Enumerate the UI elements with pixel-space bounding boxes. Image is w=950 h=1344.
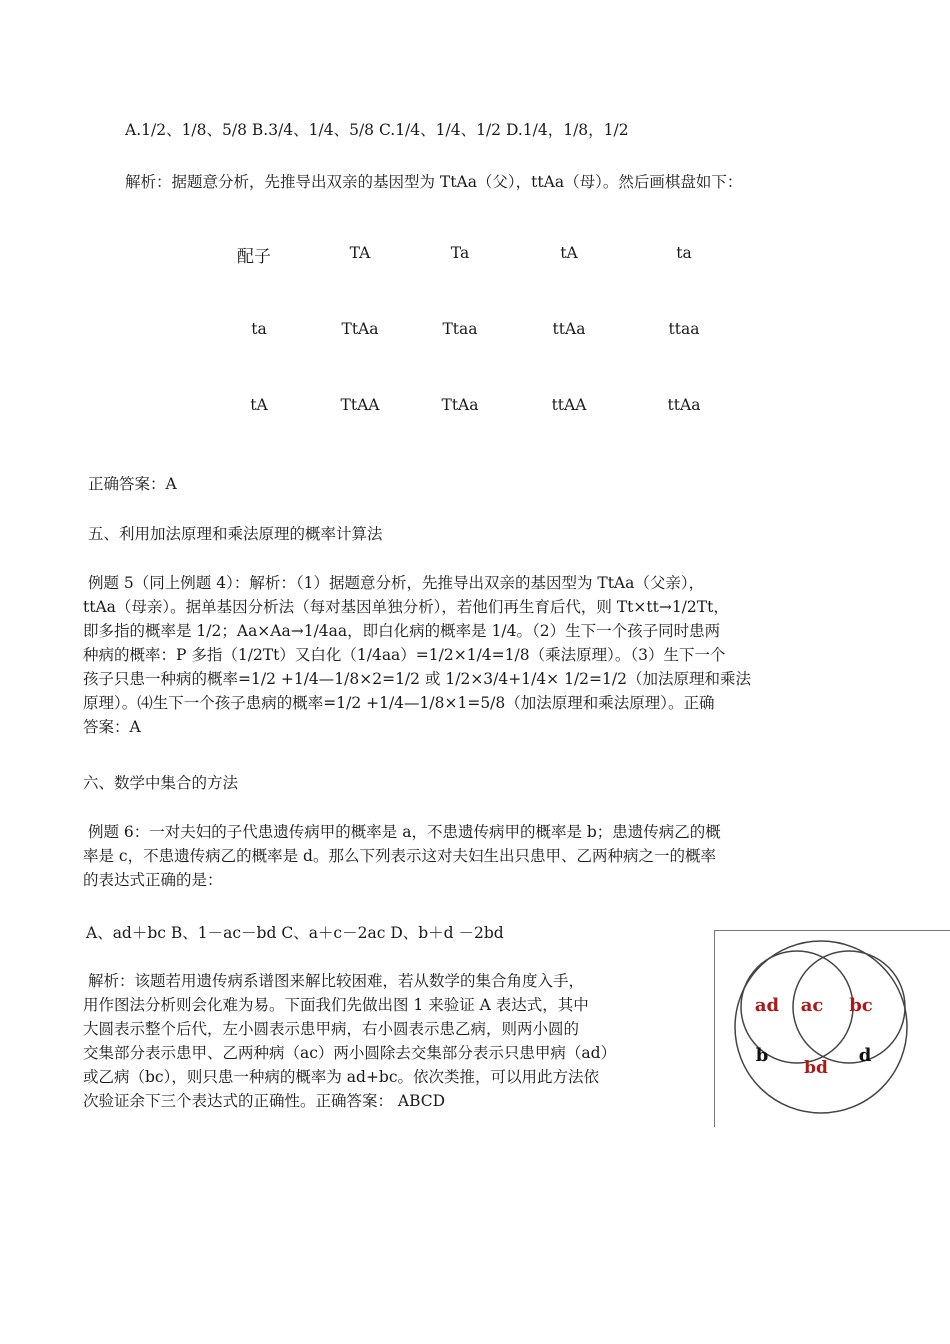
venn-diagram [715,931,950,1127]
analysis-6-line: 交集部分表示患甲、乙两种病（ac）两小圆除去交集部分表示只患甲病（ad） [83,1044,617,1062]
answer-1: 正确答案：A [88,475,177,493]
analysis-6-line: 用作图法分析则会化难为易。下面我们先做出图 1 来验证 A 表达式，其中 [83,996,589,1014]
example-6-line: 率是 c，不患遗传病乙的概率是 d。那么下列表示这对夫妇生出只患甲、乙两种病之一的概率 [83,847,716,865]
punnett-cell: ttAa [667,396,701,414]
punnett-cell: TtAa [441,396,479,414]
punnett-cell: ttAA [551,396,587,414]
venn-label-ad: ad [754,995,780,1016]
analysis-6-line: 解析：该题若用遗传病系谱图来解比较困难，若从数学的集合角度入手， [88,972,585,990]
example-5-line: ttAa（母亲）。据单基因分析法（每对基因单独分析），若他们再生育后代，则 Tt×tt→1/2Tt， [83,598,729,616]
punnett-cell: ttAa [552,320,586,338]
venn-outer-circle [735,941,907,1113]
example-5-line: 例题 5（同上例题 4）：解析：（1）据题意分析，先推导出双亲的基因型为 TtAa（父亲）， [88,574,705,592]
punnett-header-cell: ta [676,244,692,262]
punnett-header-cell: Ta [450,244,470,262]
venn-label-ac: ac [800,995,824,1016]
punnett-cell: Ttaa [442,320,478,338]
example-5-line: 孩子只患一种病的概率=1/2 +1/4—1/8×2=1/2 或 1/2×3/4+1/4× 1/2=1/2（加法原理和乘法 [83,670,751,688]
example-6-line: 的表达式正确的是： [83,871,223,889]
venn-diagram-figure [714,930,950,1127]
analysis-intro: 解析：据题意分析，先推导出双亲的基因型为 TtAa（父），ttAa（母）。然后画棋盘如下： [125,173,743,191]
punnett-header-cell: tA [560,244,578,262]
example-6-line: 例题 6：一对夫妇的子代患遗传病甲的概率是 a，不患遗传病甲的概率是 b；患遗传病乙的概 [88,823,721,841]
venn-label-b: b [755,1045,769,1066]
options-line: A.1/2、1/8、5/8 B.3/4、1/4、5/8 C.1/4、1/4、1/2 D.1/4，1/8，1/2 [125,121,629,139]
analysis-6-line: 或乙病（bc），则只患一种病的概率为 ad+bc。依次类推，可以用此方法依 [83,1068,600,1086]
example-6-paragraph [83,820,873,892]
analysis-6-line: 次验证余下三个表达式的正确性。正确答案： ABCD [83,1092,446,1110]
venn-label-d: d [858,1045,872,1066]
example-5-line: 原理）。⑷生下一个孩子患病的概率=1/2 +1/4—1/8×1=5/8（加法原理和乘法原理）。正确 [83,694,715,712]
example-5-line: 即多指的概率是 1/2；Aa×Aa→1/4aa，即白化病的概率是 1/4。（2）生下一个孩子同时患两 [83,622,721,640]
example-5-paragraph [83,571,873,739]
venn-label-bc: bc [849,995,873,1016]
punnett-cell: TtAA [340,396,380,414]
punnett-header-cell: TA [349,244,371,262]
venn-label-bd: bd [804,1058,828,1078]
punnett-row-gamete: ta [251,320,267,338]
punnett-header-gamete: 配子 [237,247,271,267]
example-5-line: 答案：A [83,718,141,736]
punnett-cell: ttaa [668,320,700,338]
example-5-line: 种病的概率：P 多指（1/2Tt）又白化（1/4aa）=1/2×1/4=1/8（乘法原理）。（3）生下一个 [83,646,726,664]
analysis-6-paragraph [83,969,708,1113]
section-6-title: 六、数学中集合的方法 [83,774,239,792]
punnett-row-gamete: tA [250,396,268,414]
example-6-options: A、ad＋bc B、1－ac－bd C、a＋c－2ac D、b＋d －2bd [86,924,504,942]
section-5-title: 五、利用加法原理和乘法原理的概率计算法 [88,525,383,543]
analysis-6-line: 大圆表示整个后代，左小圆表示患甲病，右小圆表示患乙病，则两小圆的 [83,1020,580,1038]
punnett-cell: TtAa [341,320,379,338]
